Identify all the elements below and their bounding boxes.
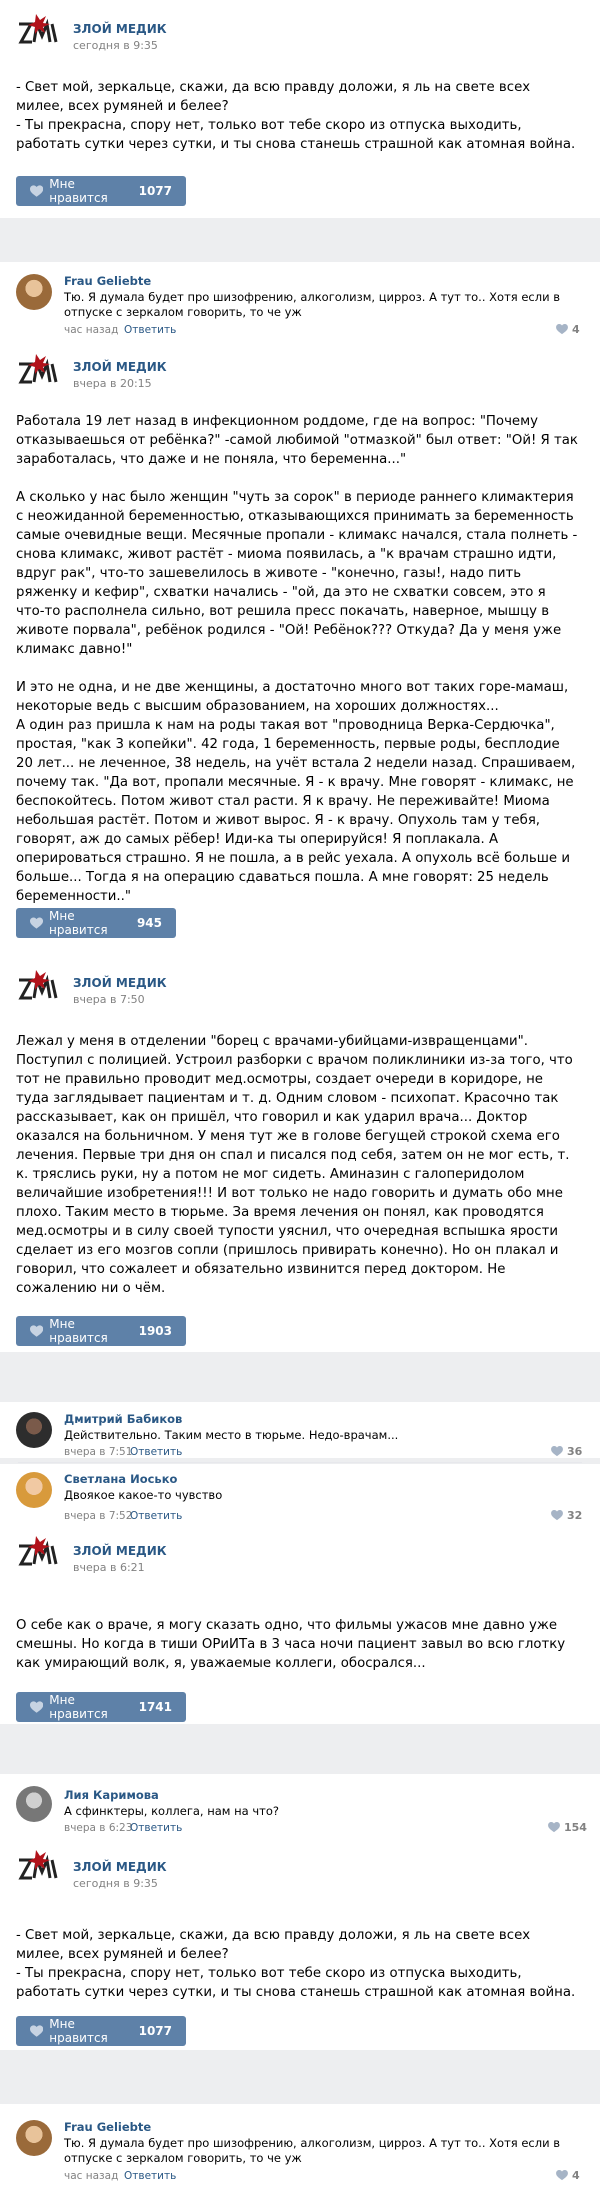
comment-like-count: 154	[564, 1821, 587, 1834]
reply-link[interactable]: Ответить	[124, 324, 177, 336]
post-text: - Свет мой, зеркальце, скажи, да всю правду доложи, я ль на свете всех милее, всех румяней и белее? - Ты прекрасна, спору нет, только вот тебе скоро из отпуска выходить, работать сутки через сутки, и ты снова станешь страшной как атомная война.	[16, 80, 576, 152]
heart-icon	[30, 1325, 43, 1338]
avatar[interactable]	[16, 1472, 52, 1508]
post	[0, 1836, 600, 2050]
avatar[interactable]	[16, 1786, 52, 1822]
post-author[interactable]: ЗЛОЙ МЕДИК	[73, 1544, 167, 1558]
post-date[interactable]: вчера в 6:21	[73, 1561, 145, 1574]
comment	[0, 2104, 600, 2192]
like-label: Мне нравится	[49, 909, 108, 937]
reply-link[interactable]: Ответить	[124, 2170, 177, 2182]
comment-like[interactable]	[551, 1445, 582, 1458]
like-label: Мне нравится	[49, 1317, 108, 1345]
post	[0, 952, 600, 1352]
comment-like-count: 4	[572, 2169, 580, 2182]
heart-icon	[30, 185, 43, 198]
like-count: 1903	[138, 1324, 172, 1338]
group-logo-icon[interactable]	[16, 968, 58, 1008]
avatar[interactable]	[16, 1412, 52, 1448]
post-date[interactable]: вчера в 20:15	[73, 377, 152, 390]
heart-icon	[551, 1446, 563, 1457]
comment	[0, 1774, 600, 1836]
post-author[interactable]: ЗЛОЙ МЕДИК	[73, 1860, 167, 1874]
comment	[0, 1464, 600, 1524]
reply-link[interactable]: Ответить	[130, 1822, 183, 1834]
post-author[interactable]: ЗЛОЙ МЕДИК	[73, 360, 167, 374]
heart-icon	[30, 2025, 43, 2038]
group-logo-icon[interactable]	[16, 12, 58, 52]
comment-like[interactable]	[548, 1821, 587, 1834]
comment-date[interactable]: вчера в 7:52	[64, 1510, 133, 1522]
comment-text: Тю. Я думала будет про шизофрению, алкоголизм, цирроз. А тут то.. Хотя если в отпуске с зеркалом говорить, то че уж	[64, 290, 564, 319]
post	[0, 0, 600, 218]
reply-link[interactable]: Ответить	[130, 1510, 183, 1522]
post-text: Работала 19 лет назад в инфекционном роддоме, где на вопрос: "Почему отказываешься от ребёнка?" -самой любимой "отмазкой" был ответ: "Ой! Я так заработалась, что даже и не поняла, что беременна..." А сколько у нас было женщин "чуть за сорок" в периоде раннего климактерия с неожиданной беременностью, отказывающихся принимать за беременность самые очевидные вещи. Месячные пропали - климакс начался, стала полнеть - снова климакс, живот растёт - миома появилась, а "к врачам страшно идти, вдруг рак", что-то зашевелилось в животе - "конечно, газы!, надо пить ряженку и кефир", схватки начались - "ой, да это не схватки совсем, это я что-то располнела сильно, вот решила пресс покачать, наверное, мышцу в животе порвала", ребёнок родился - "Ой! Ребёнок??? Откуда? Да у меня уже климакс давно!" И это не одна, и не две женщины, а достаточно много вот таких горе-мамаш, некоторые ведь с высшим образованием, на хороших должностях... А один раз пришла к нам на роды такая вот "проводница Верка-Сердючка", простая, "как 3 копейки". 42 года, 1 беременность, первые роды, бесплодие 20 лет... не леченное, 38 недель, на учёт встала 2 недели назад. Спрашиваем, почему так. "Да вот, пропали месячные. Я - к врачу. Мне говорят - климакс, не беспокойтесь. Потом живот стал расти. Я к врачу. Не переживайте! Миома небольшая растёт. Потом и живот вырос. Я - к врачу. Опухоль там у тебя, говорят, аж до самых рёбер! Иди-ка ты оперируйся! Я поплакала. А оперироваться страшно. Я не пошла, а в рейс уехала. А опухоль всё больше и больше... Тогда я на операцию сдаваться пошла. А мне говорят: 25 недель беременности.."	[16, 414, 578, 904]
post-text: - Свет мой, зеркальце, скажи, да всю правду доложи, я ль на свете всех милее, всех румяней и белее? - Ты прекрасна, спору нет, только вот тебе скоро из отпуска выходить, работать сутки через сутки, и ты снова станешь страшной как атомная война.	[16, 1928, 576, 2000]
comment-author[interactable]: Лия Каримова	[64, 1788, 159, 1802]
comment-author[interactable]: Светлана Иосько	[64, 1472, 178, 1486]
comment-like[interactable]	[551, 1509, 582, 1522]
post-date[interactable]: сегодня в 9:35	[73, 39, 158, 52]
heart-icon	[548, 1822, 560, 1833]
post	[0, 1524, 600, 1724]
comment-like[interactable]	[556, 323, 580, 336]
comment-date[interactable]: час назад	[64, 2170, 119, 2182]
heart-icon	[551, 1510, 563, 1521]
comment-author[interactable]: Дмитрий Бабиков	[64, 1412, 183, 1426]
post-text: Лежал у меня в отделении "борец с врачами-убийцами-извращенцами". Поступил с полицией. Устроил разборки с врачом поликлиники из-за того, что тот не правильно проводит мед.осмотры, создает очереди в коридоре, не туда заглядывает пациентам и т. д. Одним словом - психопат. Красочно так рассказывает, как он пришёл, что говорил и как ударил врача... Доктор оказался на больничном. У меня тут же в голове бегущей строкой схема его лечения. Первые три дня он спал и писался под себя, затем он не мог есть, т. к. тряслись руки, ну а потом не мог сидеть. Аминазин с галоперидолом величайшие изобретения!!! И вот только не надо говорить и думать обо мне плохо. Таким место в тюрьме. За время лечения он понял, как проводятся мед.осмотры и в силу своей тупости уяснил, что очередная вспышка ярости сделает из его мозгов сопли (пришлось привирать конечно). Но он плакал и говорил, что сожалеет и обязательно извинится перед доктором. Не сожалению ни о чём.	[16, 1034, 578, 1296]
reply-link[interactable]: Ответить	[130, 1446, 183, 1458]
comment-text: Действительно. Таким место в тюрьме. Недо-врачам...	[64, 1428, 399, 1442]
comment-author[interactable]: Frau Geliebte	[64, 274, 152, 288]
like-label: Мне нравится	[49, 2017, 108, 2045]
post-date[interactable]: сегодня в 9:35	[73, 1877, 158, 1890]
like-button[interactable]	[16, 908, 176, 938]
comment-author[interactable]: Frau Geliebte	[64, 2120, 152, 2134]
comment-text: А сфинктеры, коллега, нам на что?	[64, 1804, 279, 1818]
comment-text: Двоякое какое-то чувство	[64, 1488, 223, 1502]
like-count: 1077	[138, 2024, 172, 2038]
comment-text: Тю. Я думала будет про шизофрению, алкоголизм, цирроз. А тут то.. Хотя если в отпуске с зеркалом говорить, то че уж	[64, 2136, 564, 2165]
comment-date[interactable]: вчера в 7:51	[64, 1446, 133, 1458]
post-author[interactable]: ЗЛОЙ МЕДИК	[73, 976, 167, 990]
like-button[interactable]	[16, 2016, 186, 2046]
like-label: Мне нравится	[49, 177, 108, 205]
like-label: Мне нравится	[49, 1693, 108, 1721]
heart-icon	[30, 1701, 43, 1714]
like-count: 1741	[138, 1700, 172, 1714]
comment	[0, 262, 600, 342]
divider	[18, 1462, 582, 1463]
like-button[interactable]	[16, 1692, 186, 1722]
comment-date[interactable]: час назад	[64, 324, 119, 336]
like-button[interactable]	[16, 1316, 186, 1346]
group-logo-icon[interactable]	[16, 1848, 58, 1888]
avatar[interactable]	[16, 2120, 52, 2156]
like-button[interactable]	[16, 176, 186, 206]
post	[0, 342, 600, 952]
comment-date[interactable]: вчера в 6:23	[64, 1822, 133, 1834]
comment	[0, 1402, 600, 1458]
comment-like-count: 4	[572, 323, 580, 336]
heart-icon	[30, 917, 43, 930]
heart-icon	[556, 2170, 568, 2181]
group-logo-icon[interactable]	[16, 1534, 58, 1574]
comment-like-count: 36	[567, 1445, 583, 1458]
comment-like-count: 32	[567, 1509, 583, 1522]
group-logo-icon[interactable]	[16, 352, 58, 392]
comment-like[interactable]	[556, 2169, 580, 2182]
like-count: 945	[136, 916, 162, 930]
avatar[interactable]	[16, 274, 52, 310]
post-author[interactable]: ЗЛОЙ МЕДИК	[73, 22, 167, 36]
like-count: 1077	[138, 184, 172, 198]
post-date[interactable]: вчера в 7:50	[73, 993, 145, 1006]
post-text: О себе как о враче, я могу сказать одно, что фильмы ужасов мне давно уже смешны. Но когда в тиши ОРиИТа в 3 часа ночи пациент завыл во всю глотку как умирающий волк, я, уважаемые коллеги, обосрался...	[16, 1618, 570, 1671]
heart-icon	[556, 324, 568, 335]
